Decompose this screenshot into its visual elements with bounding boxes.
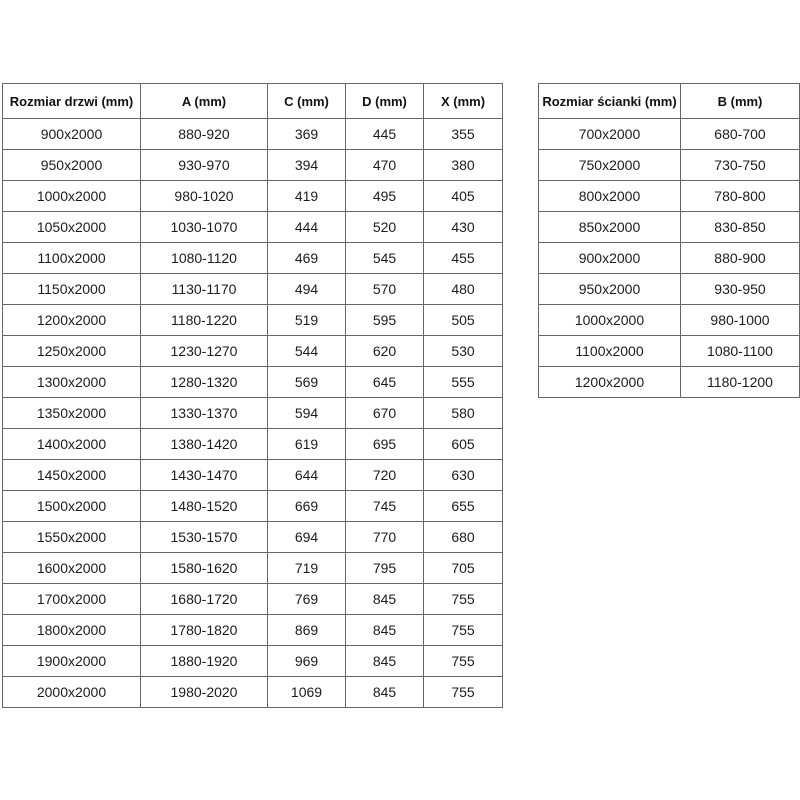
table-cell: 1700x2000: [3, 584, 141, 615]
table-cell: 750x2000: [539, 150, 681, 181]
table-cell: 680: [424, 522, 503, 553]
table-cell: 1780-1820: [141, 615, 268, 646]
table-cell: 769: [268, 584, 346, 615]
table-cell: 770: [346, 522, 424, 553]
table-cell: 355: [424, 119, 503, 150]
table-cell: 419: [268, 181, 346, 212]
table-cell: 1180-1200: [681, 367, 800, 398]
table-cell: 1330-1370: [141, 398, 268, 429]
table-cell: 719: [268, 553, 346, 584]
table-cell: 930-950: [681, 274, 800, 305]
column-header: X (mm): [424, 84, 503, 119]
table-row: [3, 677, 503, 708]
column-header: C (mm): [268, 84, 346, 119]
table-cell: 780-800: [681, 181, 800, 212]
table-row: [3, 150, 503, 181]
table-cell: 845: [346, 646, 424, 677]
column-header: A (mm): [141, 84, 268, 119]
table-row: [3, 212, 503, 243]
table-cell: 444: [268, 212, 346, 243]
table-cell: 950x2000: [3, 150, 141, 181]
table-cell: 1150x2000: [3, 274, 141, 305]
table-row: [3, 460, 503, 491]
table-cell: 1250x2000: [3, 336, 141, 367]
table-cell: 669: [268, 491, 346, 522]
table-cell: 569: [268, 367, 346, 398]
table-cell: 1100x2000: [3, 243, 141, 274]
table-cell: 930-970: [141, 150, 268, 181]
column-header: B (mm): [681, 84, 800, 119]
table-cell: 469: [268, 243, 346, 274]
table-cell: 1400x2000: [3, 429, 141, 460]
table-cell: 900x2000: [539, 243, 681, 274]
table-cell: 680-700: [681, 119, 800, 150]
table-cell: 505: [424, 305, 503, 336]
table-cell: 880-900: [681, 243, 800, 274]
table-cell: 2000x2000: [3, 677, 141, 708]
table-cell: 545: [346, 243, 424, 274]
table-cell: 755: [424, 615, 503, 646]
table-row: [3, 553, 503, 584]
table-cell: 605: [424, 429, 503, 460]
table-row: [539, 181, 800, 212]
table-row: [539, 119, 800, 150]
table-cell: 1980-2020: [141, 677, 268, 708]
table-cell: 755: [424, 677, 503, 708]
table-cell: 570: [346, 274, 424, 305]
door-sizes-table: [2, 83, 503, 708]
table-cell: 845: [346, 584, 424, 615]
table-cell: 495: [346, 181, 424, 212]
table-cell: 620: [346, 336, 424, 367]
table-cell: 1200x2000: [3, 305, 141, 336]
table-cell: 494: [268, 274, 346, 305]
table-row: [539, 274, 800, 305]
table-row: [539, 305, 800, 336]
table-cell: 1480-1520: [141, 491, 268, 522]
table-cell: 430: [424, 212, 503, 243]
table-row: [3, 584, 503, 615]
table-cell: 470: [346, 150, 424, 181]
table-cell: 394: [268, 150, 346, 181]
table-cell: 845: [346, 615, 424, 646]
table-cell: 1800x2000: [3, 615, 141, 646]
table-cell: 480: [424, 274, 503, 305]
table-cell: 845: [346, 677, 424, 708]
table-row: [3, 429, 503, 460]
table-cell: 1430-1470: [141, 460, 268, 491]
table-cell: 1380-1420: [141, 429, 268, 460]
table-cell: 745: [346, 491, 424, 522]
table-cell: 595: [346, 305, 424, 336]
table-cell: 755: [424, 584, 503, 615]
table-cell: 755: [424, 646, 503, 677]
wall-sizes-table: [538, 83, 800, 398]
table-row: [539, 150, 800, 181]
table-cell: 380: [424, 150, 503, 181]
table-row: [539, 367, 800, 398]
table-cell: 1600x2000: [3, 553, 141, 584]
table-cell: 520: [346, 212, 424, 243]
table-cell: 1230-1270: [141, 336, 268, 367]
table-cell: 645: [346, 367, 424, 398]
table-cell: 695: [346, 429, 424, 460]
table-cell: 1280-1320: [141, 367, 268, 398]
table-cell: 530: [424, 336, 503, 367]
table-cell: 1880-1920: [141, 646, 268, 677]
column-header: Rozmiar drzwi (mm): [3, 84, 141, 119]
header-row: [539, 84, 800, 119]
table-row: [3, 615, 503, 646]
table-cell: 369: [268, 119, 346, 150]
table-cell: 1030-1070: [141, 212, 268, 243]
table-cell: 1550x2000: [3, 522, 141, 553]
table-cell: 795: [346, 553, 424, 584]
table-cell: 1180-1220: [141, 305, 268, 336]
table-cell: 1080-1100: [681, 336, 800, 367]
table-cell: 580: [424, 398, 503, 429]
table-cell: 1300x2000: [3, 367, 141, 398]
table-row: [539, 336, 800, 367]
table-cell: 830-850: [681, 212, 800, 243]
table-cell: 980-1000: [681, 305, 800, 336]
table-row: [3, 274, 503, 305]
column-header: Rozmiar ścianki (mm): [539, 84, 681, 119]
table-cell: 670: [346, 398, 424, 429]
table-cell: 1130-1170: [141, 274, 268, 305]
table-cell: 730-750: [681, 150, 800, 181]
table-row: [3, 305, 503, 336]
table-cell: 850x2000: [539, 212, 681, 243]
table-cell: 644: [268, 460, 346, 491]
table-cell: 519: [268, 305, 346, 336]
table-cell: 1530-1570: [141, 522, 268, 553]
table-cell: 1580-1620: [141, 553, 268, 584]
table-cell: 1500x2000: [3, 491, 141, 522]
table-cell: 980-1020: [141, 181, 268, 212]
table-row: [3, 243, 503, 274]
table-cell: 1080-1120: [141, 243, 268, 274]
table-cell: 869: [268, 615, 346, 646]
table-cell: 880-920: [141, 119, 268, 150]
table-row: [3, 646, 503, 677]
table-cell: 445: [346, 119, 424, 150]
table-cell: 700x2000: [539, 119, 681, 150]
table-row: [3, 398, 503, 429]
table-cell: 1350x2000: [3, 398, 141, 429]
column-header: D (mm): [346, 84, 424, 119]
table-row: [539, 212, 800, 243]
table-cell: 705: [424, 553, 503, 584]
table-cell: 405: [424, 181, 503, 212]
table-row: [3, 181, 503, 212]
table-cell: 655: [424, 491, 503, 522]
table-cell: 594: [268, 398, 346, 429]
table-cell: 630: [424, 460, 503, 491]
table-cell: 555: [424, 367, 503, 398]
table-cell: 1900x2000: [3, 646, 141, 677]
table-cell: 1100x2000: [539, 336, 681, 367]
table-cell: 950x2000: [539, 274, 681, 305]
table-cell: 1200x2000: [539, 367, 681, 398]
table-cell: 1069: [268, 677, 346, 708]
table-cell: 1680-1720: [141, 584, 268, 615]
table-cell: 900x2000: [3, 119, 141, 150]
table-cell: 694: [268, 522, 346, 553]
table-cell: 720: [346, 460, 424, 491]
table-row: [3, 367, 503, 398]
table-row: [3, 336, 503, 367]
table-row: [539, 243, 800, 274]
table-cell: 800x2000: [539, 181, 681, 212]
table-cell: 969: [268, 646, 346, 677]
table-row: [3, 119, 503, 150]
table-cell: 1050x2000: [3, 212, 141, 243]
table-cell: 544: [268, 336, 346, 367]
table-cell: 1000x2000: [539, 305, 681, 336]
table-row: [3, 491, 503, 522]
table-cell: 455: [424, 243, 503, 274]
table-row: [3, 522, 503, 553]
table-cell: 1000x2000: [3, 181, 141, 212]
header-row: [3, 84, 503, 119]
table-cell: 1450x2000: [3, 460, 141, 491]
table-cell: 619: [268, 429, 346, 460]
